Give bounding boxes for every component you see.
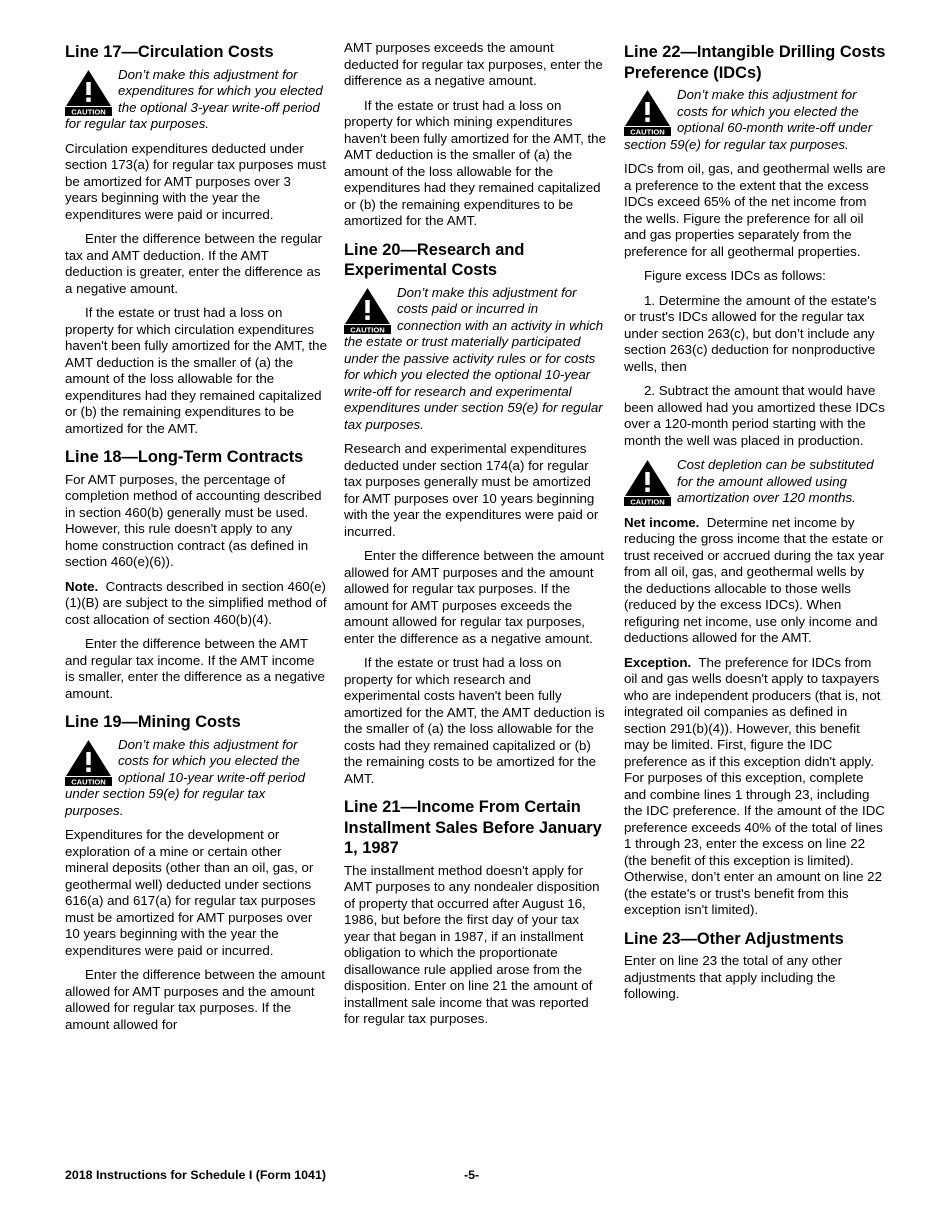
paragraph: AMT purposes exceeds the amount deducted for regular tax purposes, enter the difference as a negative amount.	[344, 40, 603, 88]
caution-line-20	[344, 285, 606, 434]
heading-line-18: Line 18—Long-Term Contracts	[65, 448, 304, 466]
paragraph: Expenditures for the development or exploration of a mine or certain other mineral deposits (other than an oil, gas, or geothermal well) deducted under sections 616(a) and 617(a) for regular tax purposes must be amortized for AMT purposes over 10 years beginning with the year the expenditures were paid or incurred.	[65, 827, 316, 958]
paragraph: Enter the difference between the amount allowed for AMT purposes and the amount allowed for regular tax purposes. If the amount allowed for	[65, 967, 325, 1032]
paragraph: If the estate or trust had a loss on property for which mining expenditures haven't been fully amortized for the AMT, the AMT deduction is the smaller of (a) the amount of the loss allowable for the expenditures had they remained capitalized or (b) the remaining expenditures to be amortized for the AMT.	[344, 97, 606, 228]
heading-line-20: Line 20—Research and Experimental Costs	[344, 240, 525, 279]
paragraph: Enter the difference between the regular tax and AMT deduction. If the AMT deduction is greater, enter the difference as a negative amount.	[65, 231, 323, 296]
net-income-text: Determine net income by reducing the gross income that the estate or trust received or accrued during the tax year from all oil, gas, and geothermal wells by the deductions allocable to those wells (reduced by the excess IDCs). When refiguring net income, use only income and deductions allowed for the AMT.	[624, 514, 885, 645]
svg-text:CAUTION: CAUTION	[350, 325, 385, 334]
exception-text: The preference for IDCs from oil and gas wells doesn't apply to taxpayers who are independent producers (that is, not integrated oil companies as defined in section 291(b)(4)). However, this benefit may be limited. First, figure the IDC preference as if this exception didn't apply. For purposes of this exception, complete and combine lines 1 through 23, including the IDC preference. If the amount of the IDC preference exceeds 40% of the total of lines 1 through 23, enter the excess on line 22 (the benefit of this exception is limited). Otherwise, don’t enter an amount on line 22 (the estate's or trust's benefit from this exception isn't limited).	[624, 654, 885, 917]
list-item: 1. Determine the amount of the estate's or trust's IDCs allowed for the regular tax under section 263(c), but don’t include any section 263(c) deduction for nonproductive wells, then	[624, 292, 877, 374]
svg-text:CAUTION: CAUTION	[630, 497, 665, 506]
caution-icon	[624, 459, 671, 506]
paragraph: IDCs from oil, gas, and geothermal wells are a preference to the extent that the excess IDCs exceed 65% of the net income from the wells. Figure the preference for all oil and gas properties separately from the preference for all geothermal properties.	[624, 161, 886, 259]
svg-text:CAUTION: CAUTION	[71, 777, 106, 786]
svg-text:CAUTION: CAUTION	[630, 127, 665, 136]
heading-line-21: Line 21—Income From Certain Installment Sales Before January 1, 1987	[344, 798, 602, 857]
caution-icon	[65, 69, 112, 116]
page-number: -5-	[464, 1168, 480, 1182]
caution-text: Cost depletion can be substituted for the amount allowed using amortization over 120 months.	[677, 457, 874, 505]
column-1	[65, 40, 327, 1041]
net-income-paragraph	[624, 515, 886, 647]
caution-text: Don’t make this adjustment for costs paid or incurred in connection with an activity in which the estate or trust materially participated under the passive activity rules or for costs for which you elected the optional 10-year write-off for research and experimental expenditures under section 59(e) for regular tax purposes.	[344, 284, 604, 432]
note-paragraph	[65, 579, 327, 629]
caution-text: Don’t make this adjustment for costs for which you elected the optional 10-year write-off period under section 59(e) for regular tax purposes.	[65, 736, 305, 818]
heading-line-19: Line 19—Mining Costs	[65, 713, 241, 731]
caution-line-19	[65, 737, 327, 820]
heading-line-17: Line 17—Circulation Costs	[65, 43, 274, 61]
list-item: 2. Subtract the amount that would have been allowed had you amortized these IDCs over a 120-month period starting with the month the well was placed in production.	[624, 383, 885, 448]
caution-icon	[344, 287, 391, 334]
caution-line-17	[65, 67, 327, 133]
paragraph: Circulation expenditures deducted under section 173(a) for regular tax purposes must be amortized for AMT purposes over 3 years beginning with the year the expenditures were paid or incurred.	[65, 140, 326, 222]
net-income-label: Net income.	[624, 514, 700, 530]
caution-cost-depletion	[624, 457, 886, 507]
caution-text: Don’t make this adjustment for costs for which you elected the optional 60-month write-off under section 59(e) for regular tax purposes.	[624, 87, 873, 152]
paragraph: Figure excess IDCs as follows:	[644, 268, 826, 283]
exception-label: Exception.	[624, 654, 692, 670]
column-3	[624, 40, 886, 1011]
paragraph: For AMT purposes, the percentage of completion method of accounting described in section 460(b) generally must be used. However, this rule doesn't apply to any home construction contract (as defined in section 460(e)(6)).	[65, 471, 322, 569]
paragraph: Research and experimental expenditures deducted under section 174(a) for regular tax purposes generally must be amortized for AMT purposes over 10 years beginning with the year the expenditures were paid or incurred.	[344, 441, 599, 539]
note-label: Note.	[65, 578, 99, 594]
heading-line-22: Line 22—Intangible Drilling Costs Preference (IDCs)	[624, 43, 886, 82]
paragraph: Enter the difference between the AMT and regular tax income. If the AMT income is smaller, enter the difference as a negative amount.	[65, 636, 325, 701]
paragraph: The installment method doesn't apply for AMT purposes to any nondealer disposition of property that occurred after August 16, 1986, but before the first day of your tax year that began in 1987, if an installment obligation to which the proportionate disallowance rule applied arose from the disposition. Enter on line 21 the amount of installment sale income that was reported for regular tax purposes.	[344, 862, 600, 1026]
column-2	[344, 40, 606, 1036]
exception-paragraph	[624, 655, 886, 919]
paragraph: Enter on line 23 the total of any other adjustments that apply including the following.	[624, 953, 843, 1001]
caution-line-22	[624, 87, 886, 153]
caution-icon	[624, 89, 671, 136]
svg-text:CAUTION: CAUTION	[71, 107, 106, 116]
note-text: Contracts described in section 460(e)(1)(B) are subject to the simplified method of cost allocation of section 460(b)(4).	[65, 578, 327, 627]
footer-title: 2018 Instructions for Schedule I (Form 1041)	[65, 1168, 326, 1182]
caution-text: Don’t make this adjustment for expenditures for which you elected the optional 3-year write-off period for regular tax purposes.	[65, 66, 323, 131]
paragraph: If the estate or trust had a loss on property for which circulation expenditures haven't been fully amortized for the AMT, the AMT deduction is the smaller of (a) the amount of the loss allowable for the expenditures had they remained capitalized or (b) the remaining expenditures to be amortized for the AMT.	[65, 305, 327, 436]
paragraph: Enter the difference between the amount allowed for AMT purposes and the amount allowed for regular tax purposes. If the amount for AMT purposes exceeds the amount allowed for regular tax purposes, enter the difference as a negative amount.	[344, 548, 604, 646]
caution-icon	[65, 739, 112, 786]
heading-line-23: Line 23—Other Adjustments	[624, 929, 844, 948]
paragraph: If the estate or trust had a loss on property for which research and experimental costs haven't been fully amortized for the AMT, the AMT deduction is the smaller of (a) the loss allowable for the costs had they remained capitalized or (b) the remaining costs to be amortized for the AMT.	[344, 655, 605, 786]
